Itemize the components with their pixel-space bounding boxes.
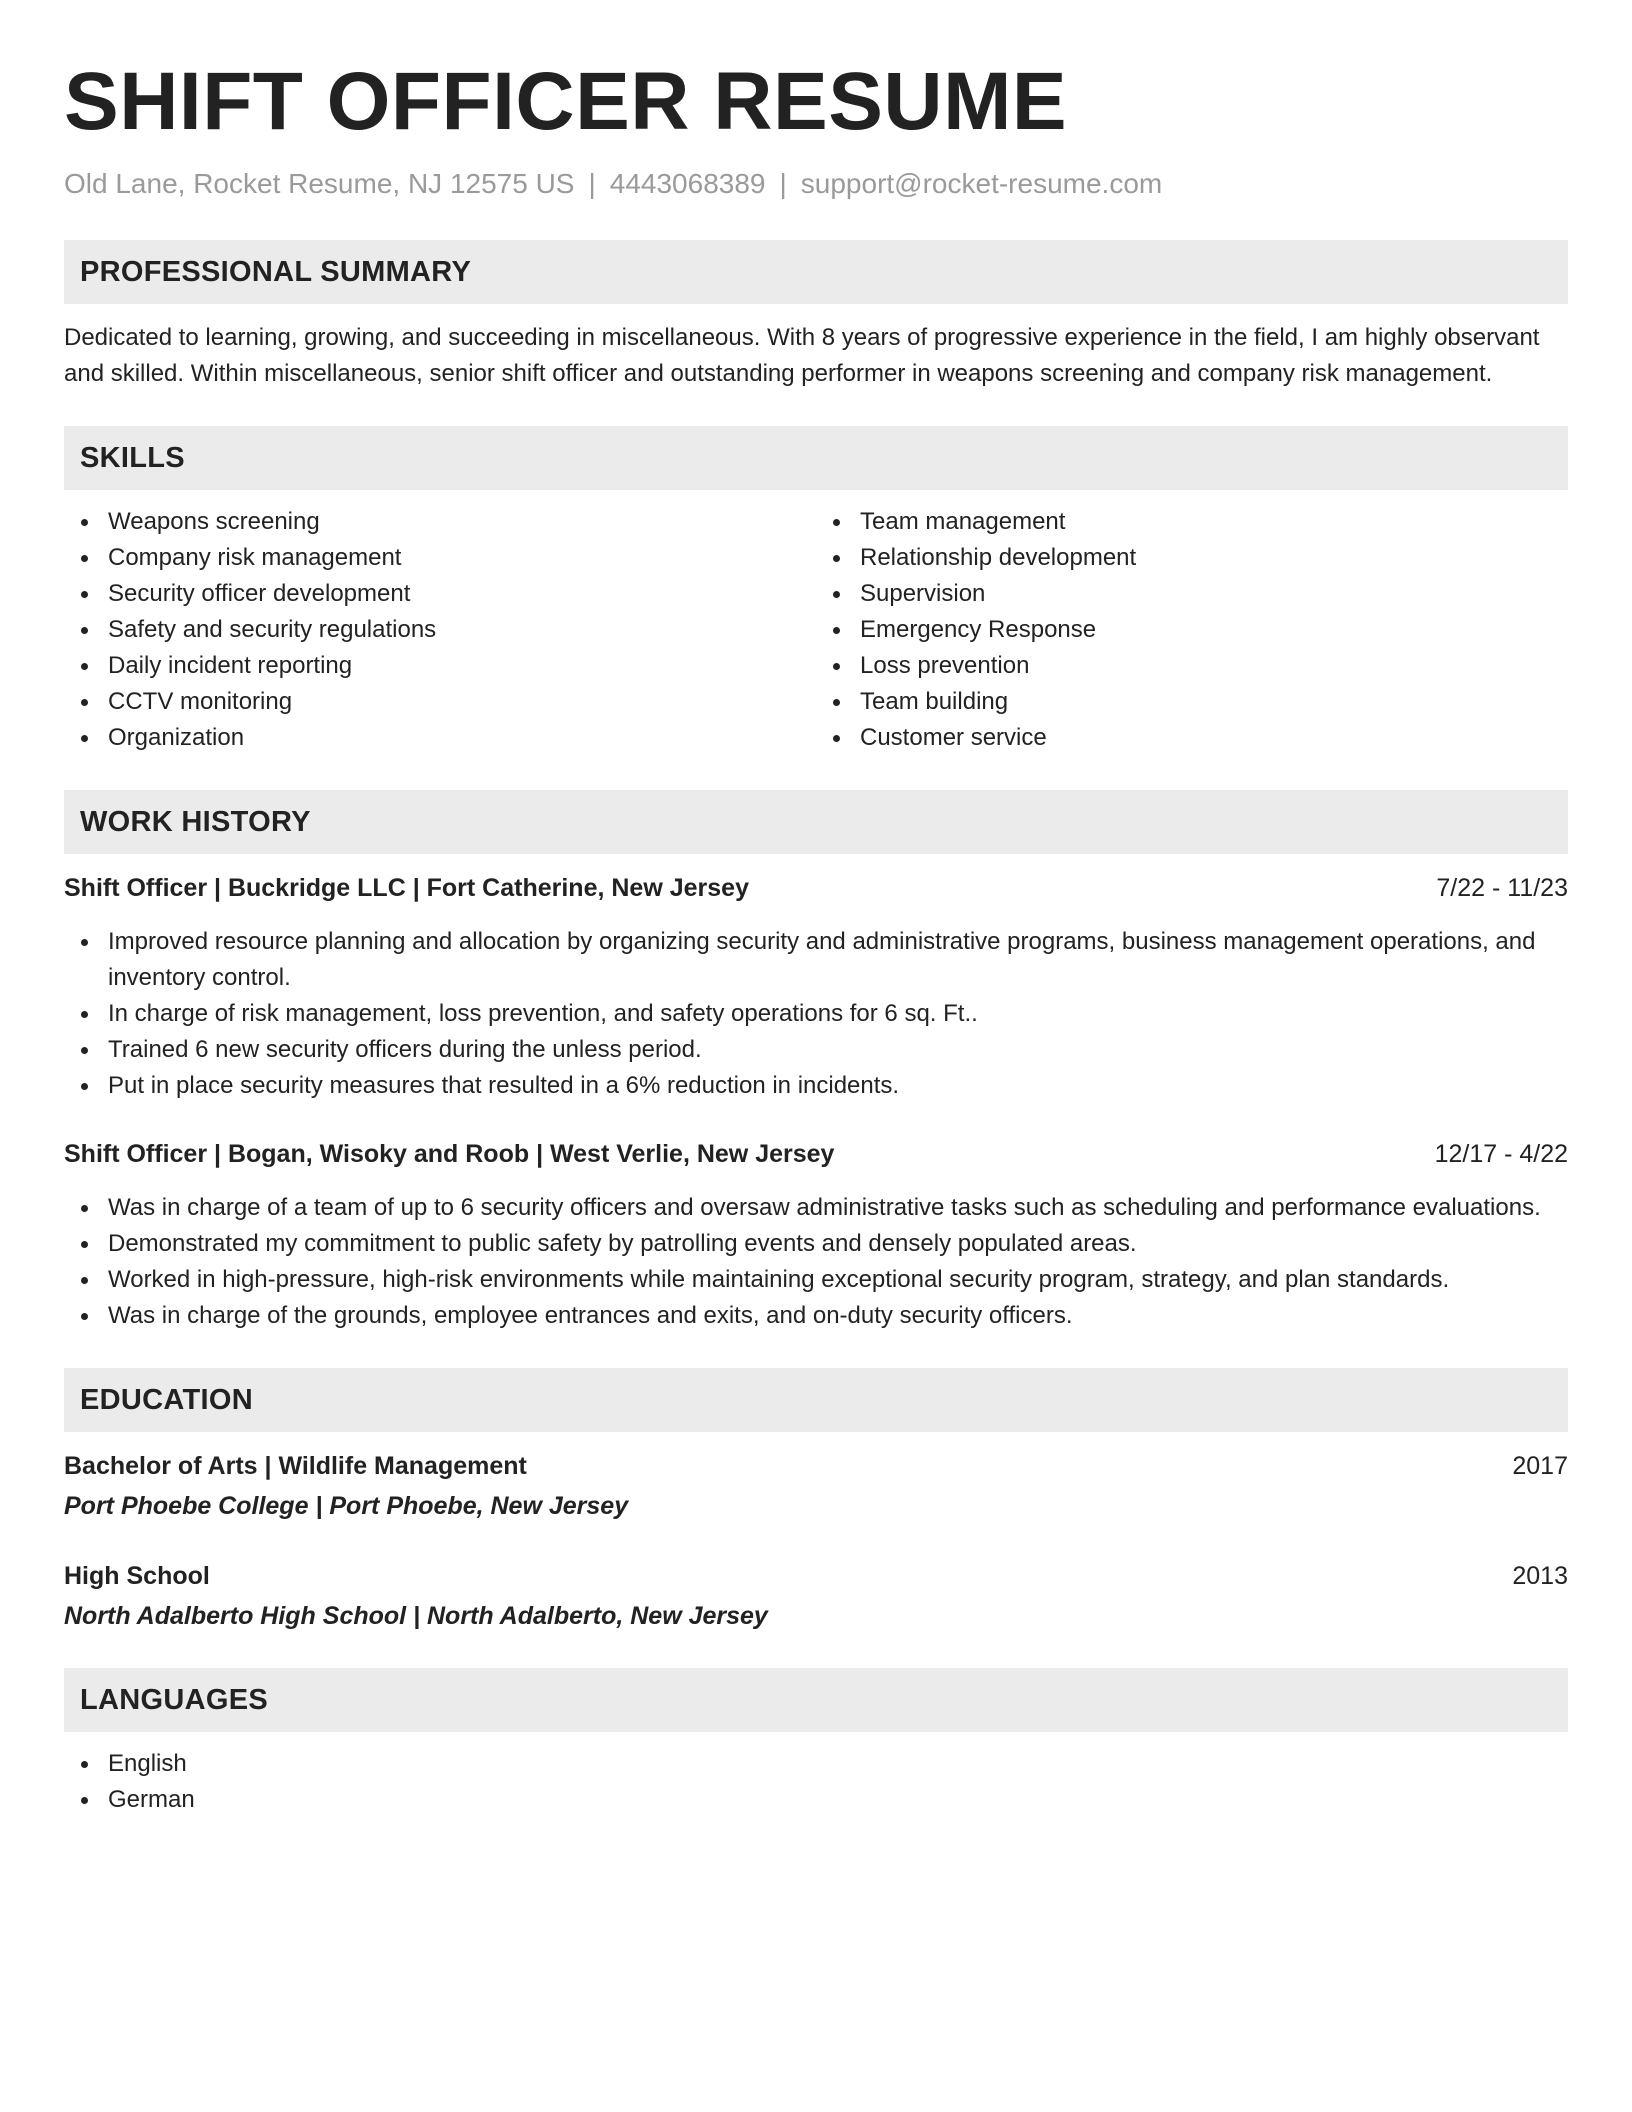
section-header-work-history: WORK HISTORY xyxy=(64,790,1568,854)
skill-item: Safety and security regulations xyxy=(64,612,816,648)
job-entry xyxy=(64,870,1568,1104)
skill-item: Supervision xyxy=(816,576,1568,612)
job-heading: Shift Officer | Bogan, Wisoky and Roob | West Verlie, New Jersey xyxy=(64,1140,835,1168)
skill-item: Team building xyxy=(816,684,1568,720)
skill-item: Loss prevention xyxy=(816,648,1568,684)
job-bullet: Was in charge of a team of up to 6 security officers and oversaw administrative tasks such as scheduling and performance evaluations. xyxy=(64,1190,1568,1226)
skill-item: Weapons screening xyxy=(64,504,816,540)
education-degree: High School xyxy=(64,1562,210,1590)
job-bullet: Was in charge of the grounds, employee entrances and exits, and on-duty security officers. xyxy=(64,1298,1568,1334)
skill-item: Relationship development xyxy=(816,540,1568,576)
skills-column-right xyxy=(816,504,1568,756)
education-school: North Adalberto High School | North Adalberto, New Jersey xyxy=(64,1602,768,1630)
resume-title: SHIFT OFFICER RESUME xyxy=(64,56,1068,147)
job-bullet: Worked in high-pressure, high-risk environments while maintaining exceptional security program, strategy, and plan standards. xyxy=(64,1262,1568,1298)
job-entry xyxy=(64,1136,1568,1334)
skill-item: Organization xyxy=(64,720,816,756)
skills-grid xyxy=(64,504,1568,756)
language-item: German xyxy=(64,1782,1568,1818)
section-header-skills: SKILLS xyxy=(64,426,1568,490)
contact-address: Old Lane, Rocket Resume, NJ 12575 US xyxy=(64,168,575,199)
education-year: 2017 xyxy=(1512,1452,1568,1480)
education-heading-row xyxy=(64,1558,1568,1594)
education-entry xyxy=(64,1558,1568,1634)
skill-item: Customer service xyxy=(816,720,1568,756)
skills-column-left xyxy=(64,504,816,756)
contact-separator: | xyxy=(588,168,596,199)
education-school: Port Phoebe College | Port Phoebe, New Jersey xyxy=(64,1492,629,1520)
job-bullets xyxy=(64,924,1568,1104)
education-heading-row xyxy=(64,1448,1568,1484)
contact-email: support@rocket-resume.com xyxy=(800,168,1163,199)
section-header-summary: PROFESSIONAL SUMMARY xyxy=(64,240,1568,304)
education-entry xyxy=(64,1448,1568,1524)
skill-item: Security officer development xyxy=(64,576,816,612)
section-header-education: EDUCATION xyxy=(64,1368,1568,1432)
skill-item: Team management xyxy=(816,504,1568,540)
skill-item: Daily incident reporting xyxy=(64,648,816,684)
job-bullets xyxy=(64,1190,1568,1334)
skills-list-right xyxy=(816,504,1568,756)
job-bullet: Put in place security measures that resulted in a 6% reduction in incidents. xyxy=(64,1068,1568,1104)
education-degree: Bachelor of Arts | Wildlife Management xyxy=(64,1452,527,1480)
job-heading: Shift Officer | Buckridge LLC | Fort Catherine, New Jersey xyxy=(64,874,749,902)
job-dates: 7/22 - 11/23 xyxy=(1436,874,1568,902)
job-bullet: Trained 6 new security officers during the unless period. xyxy=(64,1032,1568,1068)
section-header-languages: LANGUAGES xyxy=(64,1668,1568,1732)
skills-list-left xyxy=(64,504,816,756)
skill-item: Company risk management xyxy=(64,540,816,576)
skill-item: CCTV monitoring xyxy=(64,684,816,720)
job-bullet: Demonstrated my commitment to public safety by patrolling events and densely populated areas. xyxy=(64,1226,1568,1262)
contact-separator: | xyxy=(779,168,787,199)
job-bullet: In charge of risk management, loss prevention, and safety operations for 6 sq. Ft.. xyxy=(64,996,1568,1032)
contact-phone: 4443068389 xyxy=(609,168,766,199)
languages-list xyxy=(64,1746,1568,1818)
job-dates: 12/17 - 4/22 xyxy=(1434,1140,1568,1168)
contact-line xyxy=(64,166,1568,202)
summary-text: Dedicated to learning, growing, and succeeding in miscellaneous. With 8 years of progressive experience in the field, I am highly observant and skilled. Within miscellaneous, senior shift officer and outstanding performer in weapons screening and company risk management. xyxy=(64,324,1540,387)
education-year: 2013 xyxy=(1512,1562,1568,1590)
job-bullet: Improved resource planning and allocation by organizing security and administrative programs, business management operations, and inventory control. xyxy=(64,924,1568,996)
language-item: English xyxy=(64,1746,1568,1782)
job-heading-row xyxy=(64,870,1568,906)
skill-item: Emergency Response xyxy=(816,612,1568,648)
job-heading-row xyxy=(64,1136,1568,1172)
